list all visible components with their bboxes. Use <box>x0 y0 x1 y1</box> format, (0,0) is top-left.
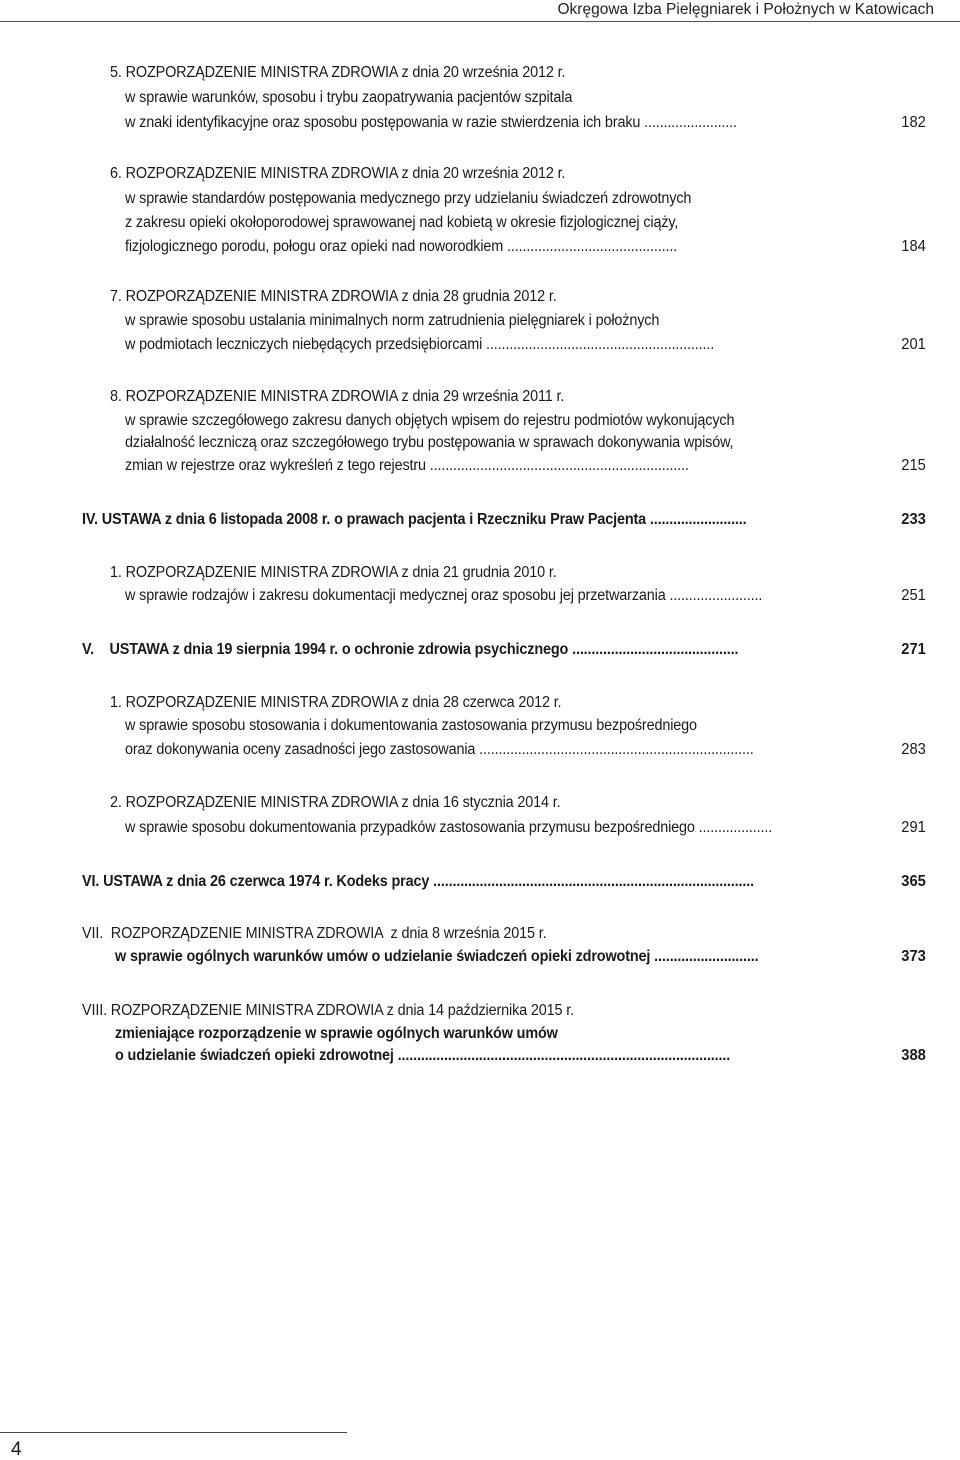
toc-entry-title-line: w znaki identyfikacyjne oraz sposobu postępowania w razie stwierdzenia ich braku ........................ <box>125 114 737 131</box>
toc-part-heading: IV. USTAWA z dnia 6 listopada 2008 r. o prawach pacjenta i Rzeczniku Praw Pacjenta ......................... <box>82 511 747 528</box>
page-number: 4 <box>11 1439 22 1460</box>
toc-entry-title-line: w sprawie szczegółowego zakresu danych objętych wpisem do rejestru podmiotów wykonujących <box>125 412 735 429</box>
toc-entry-title-line: działalność leczniczą oraz szczegółowego trybu postępowania w sprawach dokonywania wpisów, <box>125 434 734 451</box>
toc-page-number: 291 <box>901 819 926 836</box>
toc-entry-heading: 1. ROZPORZĄDZENIE MINISTRA ZDROWIA z dnia 21 grudnia 2010 r. <box>110 564 557 581</box>
toc-entry-title-line: w sprawie sposobu stosowania i dokumentowania zastosowania przymusu bezpośredniego <box>125 717 697 734</box>
toc-page-number: 365 <box>901 873 926 890</box>
toc-entry-heading: 8. ROZPORZĄDZENIE MINISTRA ZDROWIA z dnia 29 września 2011 r. <box>110 388 565 405</box>
toc-page-number: 184 <box>901 238 926 255</box>
toc-page-number: 271 <box>901 641 926 658</box>
toc-entry-heading: 7. ROZPORZĄDZENIE MINISTRA ZDROWIA z dnia 28 grudnia 2012 r. <box>110 288 557 305</box>
toc-entry-title-line: fizjologicznego porodu, połogu oraz opieki nad noworodkiem ............................................ <box>125 238 678 255</box>
toc-part-heading: VIII. ROZPORZĄDZENIE MINISTRA ZDROWIA z dnia 14 października 2015 r. <box>82 1002 574 1019</box>
toc-entry-title-line: w sprawie warunków, sposobu i trybu zaopatrywania pacjentów szpitala <box>125 89 573 106</box>
toc-entry-title-line: w podmiotach leczniczych niebędących przedsiębiorcami ........................................................... <box>125 336 715 353</box>
toc-entry-heading: 1. ROZPORZĄDZENIE MINISTRA ZDROWIA z dnia 28 czerwca 2012 r. <box>110 694 562 711</box>
toc-entry-title-line: o udzielanie świadczeń opieki zdrowotnej ...................................................................................... <box>115 1047 731 1064</box>
toc-page-number: 251 <box>901 587 926 604</box>
toc-page-number: 215 <box>901 457 926 474</box>
toc-entry-title-line: w sprawie sposobu dokumentowania przypadków zastosowania przymusu bezpośredniego ................... <box>125 819 773 836</box>
toc-entry-title-line: z zakresu opieki okołoporodowej sprawowanej nad kobietą w okresie fizjologicznej ciąży, <box>125 214 679 231</box>
toc-page-number: 283 <box>901 741 926 758</box>
running-header: Okręgowa Izba Pielęgniarek i Położnych w Katowicach <box>557 1 934 18</box>
toc-entry-title-line: w sprawie sposobu ustalania minimalnych norm zatrudnienia pielęgniarek i położnych <box>125 312 660 329</box>
toc-part-heading: VI. USTAWA z dnia 26 czerwca 1974 r. Kodeks pracy ................................................................................... <box>82 873 754 890</box>
toc-page-number: 182 <box>901 114 926 131</box>
toc-part-heading: V. USTAWA z dnia 19 sierpnia 1994 r. o ochronie zdrowia psychicznego ........................................... <box>82 641 739 658</box>
toc-part-heading: VII. ROZPORZĄDZENIE MINISTRA ZDROWIA z dnia 8 września 2015 r. <box>82 925 547 942</box>
toc-page-number: 373 <box>901 948 926 965</box>
footer-divider <box>0 1432 347 1433</box>
toc-entry-heading: 5. ROZPORZĄDZENIE MINISTRA ZDROWIA z dnia 20 września 2012 r. <box>110 64 566 81</box>
toc-entry-title-line: w sprawie rodzajów i zakresu dokumentacji medycznej oraz sposobu jej przetwarzania ........................ <box>125 587 763 604</box>
toc-page-number: 233 <box>901 511 926 528</box>
toc-entry-title-line: zmieniające rozporządzenie w sprawie ogólnych warunków umów <box>115 1025 558 1042</box>
toc-page-number: 388 <box>901 1047 926 1064</box>
toc-entry-title-line: zmian w rejestrze oraz wykreśleń z tego rejestru ................................................................... <box>125 457 689 474</box>
toc-page-number: 201 <box>901 336 926 353</box>
toc-entry-title-line: w sprawie standardów postępowania medycznego przy udzielaniu świadczeń zdrowotnych <box>125 190 692 207</box>
toc-entry-title-line: oraz dokonywania oceny zasadności jego zastosowania ....................................................................... <box>125 741 754 758</box>
header-divider <box>0 21 960 22</box>
toc-entry-heading: 6. ROZPORZĄDZENIE MINISTRA ZDROWIA z dnia 20 września 2012 r. <box>110 165 566 182</box>
toc-entry-title-line: w sprawie ogólnych warunków umów o udzielanie świadczeń opieki zdrowotnej ........................... <box>115 948 759 965</box>
toc-entry-heading: 2. ROZPORZĄDZENIE MINISTRA ZDROWIA z dnia 16 stycznia 2014 r. <box>110 794 561 811</box>
